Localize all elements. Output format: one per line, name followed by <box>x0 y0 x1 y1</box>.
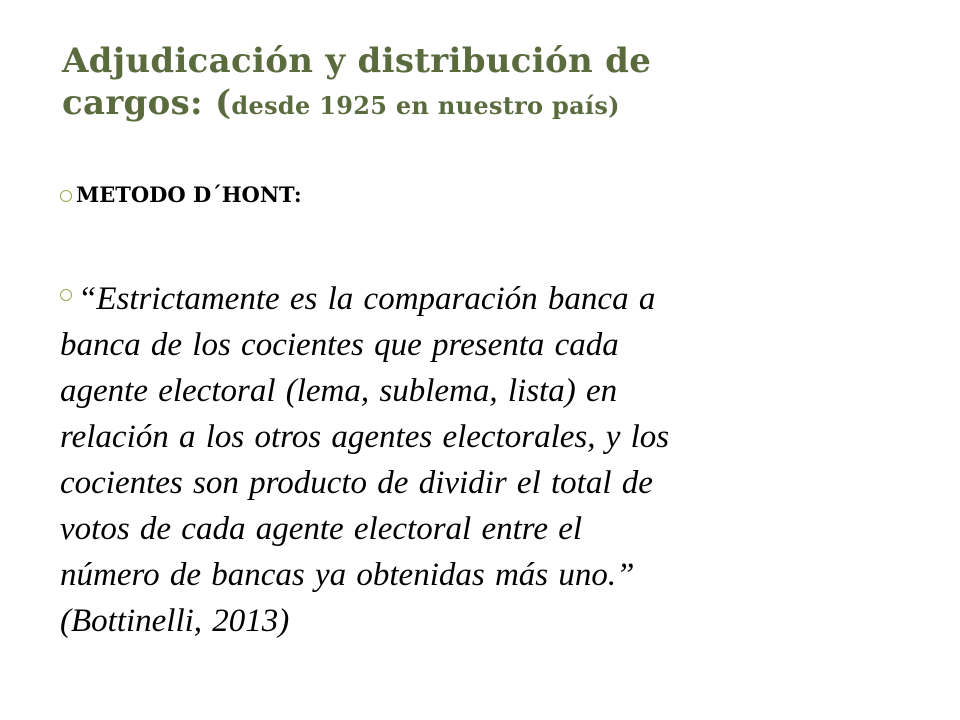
quote-line-2: banca de los cocientes que presenta cada <box>60 327 619 363</box>
quote-text <box>60 276 880 644</box>
quote-line-7: número de bancas ya obtenidas más uno.” <box>60 557 635 593</box>
bullet-quote <box>60 276 880 644</box>
quote-line-5: cocientes son producto de dividir el total de <box>60 465 653 501</box>
quote-citation: (Bottinelli, 2013) <box>60 603 290 639</box>
bullet-circle-icon <box>60 289 72 301</box>
quote-line-1: “Estrictamente es la comparación banca a <box>78 281 656 317</box>
title-line-2-main: cargos: ( <box>62 83 232 123</box>
quote-line-6: votos de cada agente electoral entre el <box>60 511 583 547</box>
quote-line-3: agente electoral (lema, sublema, lista) en <box>60 373 618 409</box>
title-line-1: Adjudicación y distribución de <box>62 41 652 81</box>
title-line-2 <box>62 82 922 127</box>
title-line-2-sub: desde 1925 en nuestro país) <box>231 91 620 120</box>
bullet-method-heading <box>60 178 880 212</box>
bullet-method-text: METODO D´HONT: <box>76 182 302 207</box>
slide-title <box>62 40 922 127</box>
quote-line-4: relación a los otros agentes electorales, y los <box>60 419 670 455</box>
bullet-circle-icon <box>60 190 72 202</box>
